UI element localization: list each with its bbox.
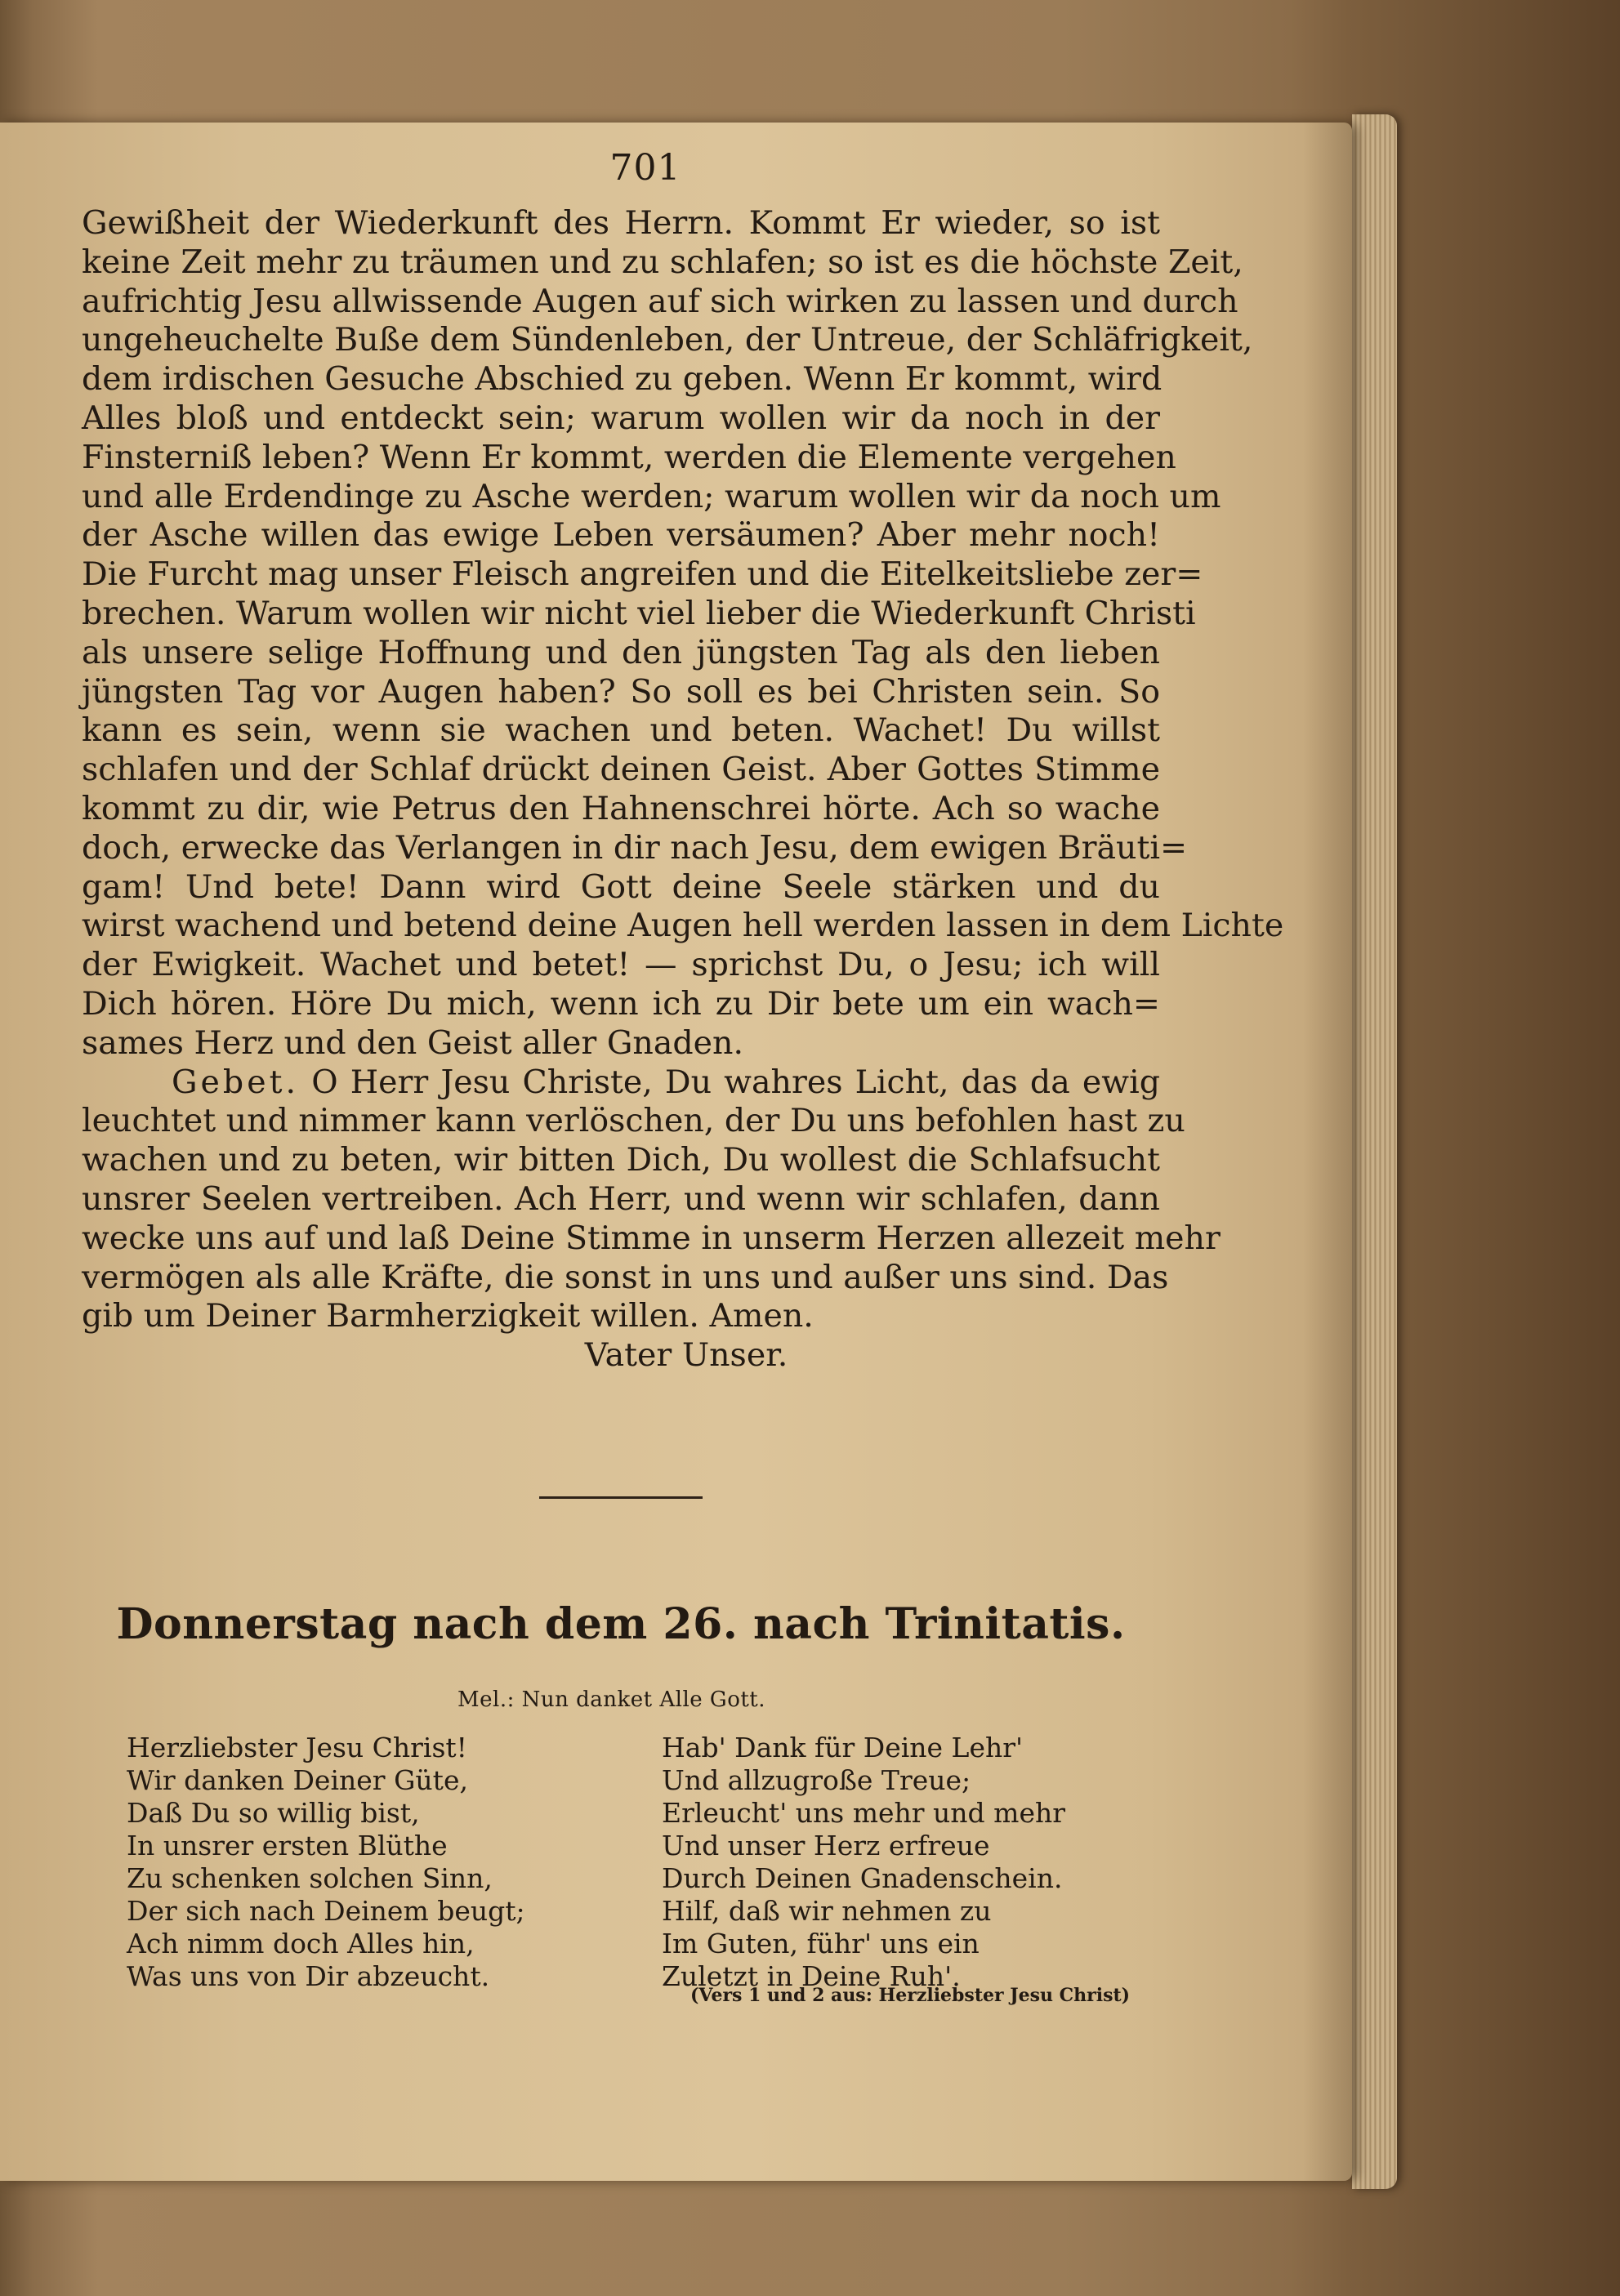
hymn-verse-right xyxy=(662,1732,1152,1993)
prayer-line: leuchtet und nimmer kann verlöschen, der Du uns befohlen hast zu xyxy=(82,1102,1185,1140)
hymn-line: Und unser Herz erfreue xyxy=(662,1830,990,1861)
hymn-line: Ach nimm doch Alles hin, xyxy=(127,1928,475,1959)
body-line: gam! Und bete! Dann wird Gott deine Seele stärken und du xyxy=(82,867,1160,906)
prayer-label: Gebet. xyxy=(172,1063,300,1101)
hymn-line: Hilf, daß wir nehmen zu xyxy=(662,1895,992,1927)
body-line: wirst wachend und betend deine Augen hell werden lassen in dem Lichte xyxy=(82,907,1284,945)
hymn-line: Erleucht' uns mehr und mehr xyxy=(662,1797,1066,1829)
body-line: brechen. Warum wollen wir nicht viel lieber die Wiederkunft Christi xyxy=(82,594,1196,632)
melody-reference: Mel.: Nun danket Alle Gott. xyxy=(457,1687,766,1712)
body-line: Dich hören. Höre Du mich, wenn ich zu Dir bete um ein wach= xyxy=(82,984,1160,1023)
body-line: schlafen und der Schlaf drückt deinen Geist. Aber Gottes Stimme xyxy=(82,751,1160,789)
devotional-body xyxy=(82,204,1284,1375)
body-line: der Asche willen das ewige Leben versäumen? Aber mehr noch! xyxy=(82,516,1160,555)
hymn-verse-left xyxy=(127,1732,584,1993)
hymn-line: Zu schenken solchen Sinn, xyxy=(127,1862,493,1894)
closing-line: Vater Unser. xyxy=(584,1336,788,1375)
hymn-line: Hab' Dank für Deine Lehr' xyxy=(662,1732,1024,1763)
hymn-line: Zuletzt in Deine Ruh'. xyxy=(662,1960,961,1992)
hymn-line: Herzliebster Jesu Christ! xyxy=(127,1732,467,1763)
body-line: der Ewigkeit. Wachet und betet! — sprichst Du, o Jesu; ich will xyxy=(82,946,1160,984)
body-line: Gewißheit der Wiederkunft des Herrn. Kommt Er wieder, so ist xyxy=(82,204,1160,242)
prayer-line: vermögen als alle Kräfte, die sonst in uns und außer uns sind. Das xyxy=(82,1258,1169,1296)
hymn-line: Im Guten, führ' uns ein xyxy=(662,1928,980,1959)
body-line: ungeheuchelte Buße dem Sündenleben, der Untreue, der Schläfrigkeit, xyxy=(82,321,1253,359)
prayer-line: O Herr Jesu Christe, Du wahres Licht, das da ewig xyxy=(311,1063,1160,1101)
page-number: 701 xyxy=(609,147,681,189)
body-line: aufrichtig Jesu allwissende Augen auf sich wirken zu lassen und durch xyxy=(82,282,1238,320)
body-line: kann es sein, wenn sie wachen und beten. Wachet! Du willst xyxy=(82,711,1160,750)
prayer-line: gib um Deiner Barmherzigkeit willen. Amen. xyxy=(82,1297,814,1335)
body-line: jüngsten Tag vor Augen haben? So soll es bei Christen sein. So xyxy=(82,672,1160,711)
hymn-line: In unsrer ersten Blüthe xyxy=(127,1830,448,1861)
prayer-line: unsrer Seelen vertreiben. Ach Herr, und wenn wir schlafen, dann xyxy=(82,1179,1160,1218)
hymn-source-note: (Vers 1 und 2 aus: Herzliebster Jesu Christ) xyxy=(690,1985,1131,2006)
prayer-line: wecke uns auf und laß Deine Stimme in unserm Herzen allezeit mehr xyxy=(82,1219,1221,1257)
section-divider xyxy=(539,1496,703,1499)
book-page-edges xyxy=(1352,114,1397,2189)
body-line: dem irdischen Gesuche Abschied zu geben. Wenn Er kommt, wird xyxy=(82,360,1163,399)
body-line: und alle Erdendinge zu Asche werden; warum wollen wir da noch um xyxy=(82,477,1221,515)
body-line: als unsere selige Hoffnung und den jüngsten Tag als den lieben xyxy=(82,633,1160,671)
hymn-line: Durch Deinen Gnadenschein. xyxy=(662,1862,1063,1894)
hymn-line: Daß Du so willig bist, xyxy=(127,1797,420,1829)
hymn-line: Wir danken Deiner Güte, xyxy=(127,1764,468,1796)
body-line: sames Herz und den Geist aller Gnaden. xyxy=(82,1023,744,1062)
hymn-line: Und allzugroße Treue; xyxy=(662,1764,971,1796)
body-line: kommt zu dir, wie Petrus den Hahnenschrei hörte. Ach so wache xyxy=(82,789,1160,827)
body-line: doch, erwecke das Verlangen in dir nach Jesu, dem ewigen Bräuti= xyxy=(82,828,1188,867)
body-line: Die Furcht mag unser Fleisch angreifen und die Eitelkeitsliebe zer= xyxy=(82,555,1203,594)
prayer-line: wachen und zu beten, wir bitten Dich, Du wollest die Schlafsucht xyxy=(82,1141,1160,1179)
body-line: keine Zeit mehr zu träumen und zu schlafen; so ist es die höchste Zeit, xyxy=(82,243,1243,281)
prayer-first-line xyxy=(82,1063,1160,1103)
body-line: Alles bloß und entdeckt sein; warum wollen wir da noch in der xyxy=(82,399,1160,437)
hymn-line: Der sich nach Deinem beugt; xyxy=(127,1895,525,1927)
section-title: Donnerstag nach dem 26. nach Trinitatis. xyxy=(116,1599,1126,1649)
hymn-line: Was uns von Dir abzeucht. xyxy=(127,1960,490,1992)
body-line: Finsterniß leben? Wenn Er kommt, werden die Elemente vergehen xyxy=(82,438,1176,476)
